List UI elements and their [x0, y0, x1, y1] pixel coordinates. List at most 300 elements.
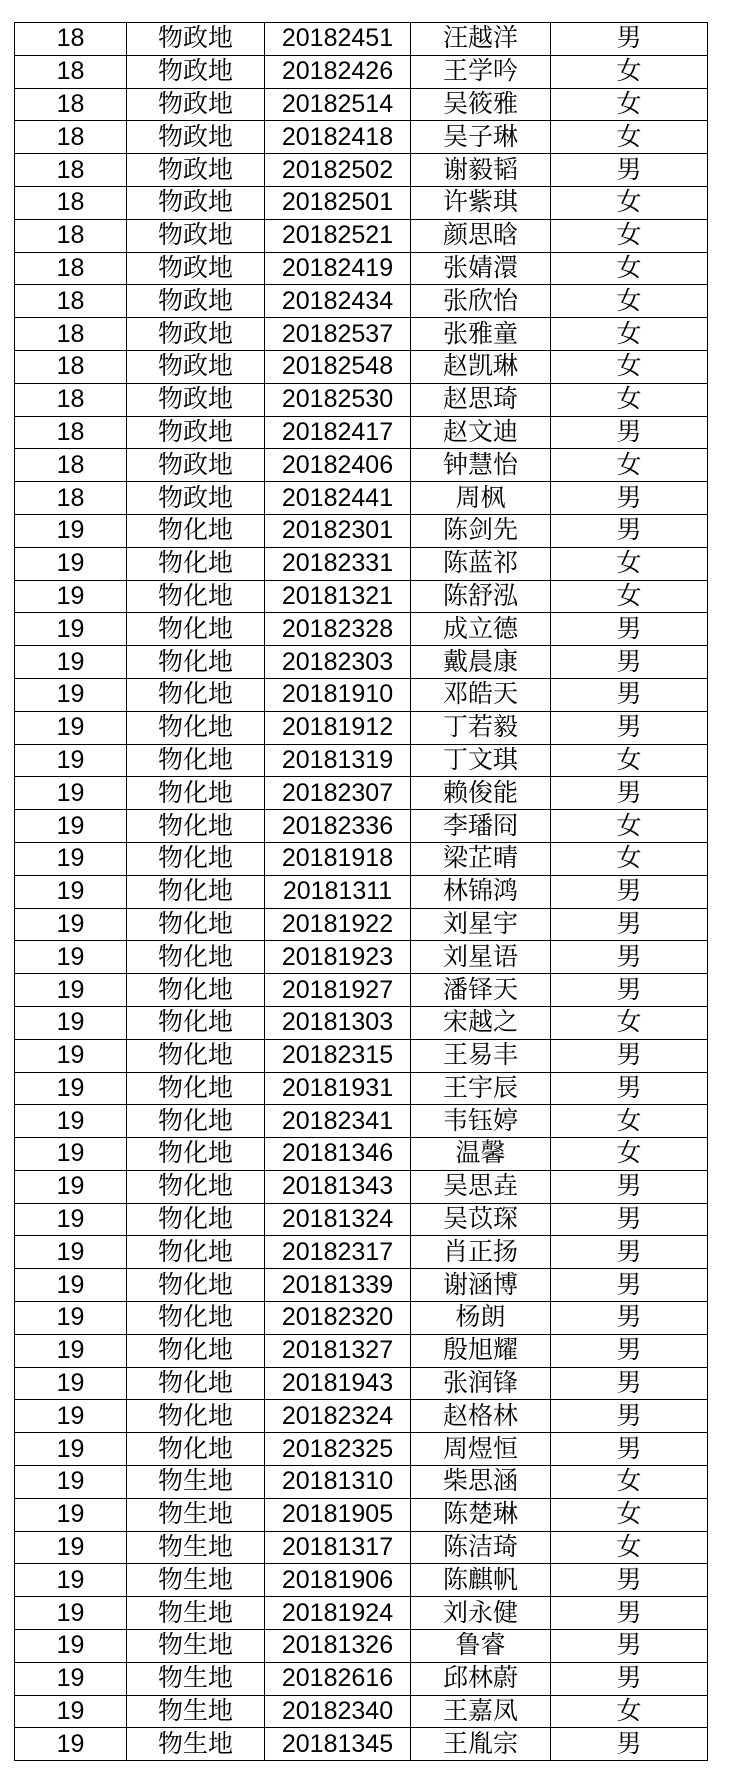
subject-combo-cell: 物化地 — [127, 1334, 265, 1367]
table-row — [15, 1334, 708, 1367]
student-name-cell: 陈楚琳 — [411, 1498, 551, 1531]
gender-cell: 男 — [551, 613, 708, 646]
subject-combo-cell: 物政地 — [127, 219, 265, 252]
student-name-cell: 汪越洋 — [411, 23, 551, 56]
student-name-cell: 李璠冏 — [411, 810, 551, 843]
gender-cell: 男 — [551, 711, 708, 744]
class-number-cell: 19 — [15, 908, 127, 941]
student-id-cell: 20182426 — [265, 55, 411, 88]
gender-cell: 男 — [551, 1564, 708, 1597]
student-id-cell: 20182548 — [265, 350, 411, 383]
gender-cell: 男 — [551, 1597, 708, 1630]
subject-combo-cell: 物政地 — [127, 318, 265, 351]
table-row — [15, 1695, 708, 1728]
subject-combo-cell: 物化地 — [127, 1039, 265, 1072]
student-id-cell: 20181918 — [265, 842, 411, 875]
student-name-cell: 周枫 — [411, 482, 551, 515]
subject-combo-cell: 物生地 — [127, 1695, 265, 1728]
class-number-cell: 19 — [15, 1466, 127, 1499]
student-name-cell: 陈蓝祁 — [411, 547, 551, 580]
student-id-cell: 20182514 — [265, 88, 411, 121]
subject-combo-cell: 物生地 — [127, 1728, 265, 1761]
subject-combo-cell: 物政地 — [127, 383, 265, 416]
student-name-cell: 戴晨康 — [411, 646, 551, 679]
gender-cell: 男 — [551, 1367, 708, 1400]
subject-combo-cell: 物政地 — [127, 350, 265, 383]
table-row — [15, 711, 708, 744]
student-name-cell: 张雅童 — [411, 318, 551, 351]
student-id-cell: 20181303 — [265, 1006, 411, 1039]
subject-combo-cell: 物化地 — [127, 613, 265, 646]
gender-cell: 男 — [551, 1400, 708, 1433]
table-row — [15, 121, 708, 154]
student-name-cell: 谢毅韬 — [411, 154, 551, 187]
student-id-cell: 20181327 — [265, 1334, 411, 1367]
table-row — [15, 547, 708, 580]
student-id-cell: 20181927 — [265, 974, 411, 1007]
student-id-cell: 20181339 — [265, 1269, 411, 1302]
student-name-cell: 吴思垚 — [411, 1170, 551, 1203]
gender-cell: 男 — [551, 154, 708, 187]
student-id-cell: 20181321 — [265, 580, 411, 613]
gender-cell: 女 — [551, 547, 708, 580]
table-row — [15, 1728, 708, 1761]
subject-combo-cell: 物政地 — [127, 449, 265, 482]
subject-combo-cell: 物化地 — [127, 646, 265, 679]
class-number-cell: 18 — [15, 449, 127, 482]
table-row — [15, 1105, 708, 1138]
gender-cell: 女 — [551, 1105, 708, 1138]
student-name-cell: 韦钰婷 — [411, 1105, 551, 1138]
class-number-cell: 18 — [15, 186, 127, 219]
student-name-cell: 王嘉凤 — [411, 1695, 551, 1728]
gender-cell: 女 — [551, 186, 708, 219]
student-id-cell: 20181311 — [265, 875, 411, 908]
gender-cell: 男 — [551, 1039, 708, 1072]
class-number-cell: 19 — [15, 1630, 127, 1663]
class-number-cell: 19 — [15, 810, 127, 843]
student-id-cell: 20181345 — [265, 1728, 411, 1761]
class-number-cell: 19 — [15, 1400, 127, 1433]
student-name-cell: 赵文迪 — [411, 416, 551, 449]
class-number-cell: 19 — [15, 1039, 127, 1072]
gender-cell: 女 — [551, 1006, 708, 1039]
class-number-cell: 19 — [15, 514, 127, 547]
student-name-cell: 温馨 — [411, 1138, 551, 1171]
subject-combo-cell: 物化地 — [127, 1170, 265, 1203]
student-id-cell: 20181319 — [265, 744, 411, 777]
class-number-cell: 19 — [15, 1728, 127, 1761]
gender-cell: 男 — [551, 1433, 708, 1466]
gender-cell: 女 — [551, 350, 708, 383]
student-name-cell: 成立德 — [411, 613, 551, 646]
student-id-cell: 20182307 — [265, 777, 411, 810]
subject-combo-cell: 物化地 — [127, 580, 265, 613]
student-id-cell: 20181910 — [265, 678, 411, 711]
class-number-cell: 18 — [15, 88, 127, 121]
student-name-cell: 王宇辰 — [411, 1072, 551, 1105]
subject-combo-cell: 物化地 — [127, 810, 265, 843]
gender-cell: 女 — [551, 252, 708, 285]
class-number-cell: 19 — [15, 1072, 127, 1105]
subject-combo-cell: 物化地 — [127, 974, 265, 1007]
student-id-cell: 20181346 — [265, 1138, 411, 1171]
gender-cell: 男 — [551, 23, 708, 56]
class-number-cell: 19 — [15, 1433, 127, 1466]
table-row — [15, 1498, 708, 1531]
table-row — [15, 1039, 708, 1072]
student-id-cell: 20182331 — [265, 547, 411, 580]
subject-combo-cell: 物化地 — [127, 1072, 265, 1105]
class-number-cell: 19 — [15, 974, 127, 1007]
class-number-cell: 19 — [15, 711, 127, 744]
table-row — [15, 646, 708, 679]
student-name-cell: 颜思晗 — [411, 219, 551, 252]
class-number-cell: 19 — [15, 678, 127, 711]
subject-combo-cell: 物化地 — [127, 1302, 265, 1335]
student-name-cell: 陈剑先 — [411, 514, 551, 547]
student-name-cell: 刘星语 — [411, 941, 551, 974]
subject-combo-cell: 物化地 — [127, 842, 265, 875]
class-number-cell: 19 — [15, 1170, 127, 1203]
table-row — [15, 1564, 708, 1597]
student-name-cell: 吴子琳 — [411, 121, 551, 154]
student-id-cell: 20182521 — [265, 219, 411, 252]
table-row — [15, 1433, 708, 1466]
table-row — [15, 252, 708, 285]
class-number-cell: 18 — [15, 416, 127, 449]
student-name-cell: 宋越之 — [411, 1006, 551, 1039]
table-row — [15, 1269, 708, 1302]
table-row — [15, 908, 708, 941]
gender-cell: 男 — [551, 908, 708, 941]
class-number-cell: 19 — [15, 1531, 127, 1564]
class-number-cell: 19 — [15, 1564, 127, 1597]
student-id-cell: 20182501 — [265, 186, 411, 219]
student-id-cell: 20181931 — [265, 1072, 411, 1105]
subject-combo-cell: 物生地 — [127, 1597, 265, 1630]
student-id-cell: 20181912 — [265, 711, 411, 744]
student-id-cell: 20182328 — [265, 613, 411, 646]
student-name-cell: 丁若毅 — [411, 711, 551, 744]
student-name-cell: 王胤宗 — [411, 1728, 551, 1761]
class-number-cell: 19 — [15, 777, 127, 810]
student-id-cell: 20182419 — [265, 252, 411, 285]
table-row — [15, 777, 708, 810]
subject-combo-cell: 物生地 — [127, 1466, 265, 1499]
gender-cell: 女 — [551, 318, 708, 351]
gender-cell: 女 — [551, 55, 708, 88]
student-id-cell: 20182315 — [265, 1039, 411, 1072]
student-name-cell: 杨朗 — [411, 1302, 551, 1335]
gender-cell: 女 — [551, 285, 708, 318]
student-id-cell: 20181310 — [265, 1466, 411, 1499]
class-number-cell: 19 — [15, 1302, 127, 1335]
table-row — [15, 1072, 708, 1105]
gender-cell: 女 — [551, 1531, 708, 1564]
gender-cell: 男 — [551, 1302, 708, 1335]
subject-combo-cell: 物生地 — [127, 1564, 265, 1597]
student-id-cell: 20182537 — [265, 318, 411, 351]
gender-cell: 男 — [551, 1203, 708, 1236]
student-id-cell: 20181326 — [265, 1630, 411, 1663]
class-number-cell: 19 — [15, 580, 127, 613]
class-number-cell: 19 — [15, 1006, 127, 1039]
class-number-cell: 18 — [15, 23, 127, 56]
subject-combo-cell: 物化地 — [127, 777, 265, 810]
student-name-cell: 谢涵博 — [411, 1269, 551, 1302]
subject-combo-cell: 物化地 — [127, 678, 265, 711]
student-name-cell: 邓皓天 — [411, 678, 551, 711]
gender-cell: 男 — [551, 1728, 708, 1761]
subject-combo-cell: 物政地 — [127, 23, 265, 56]
student-name-cell: 肖正扬 — [411, 1236, 551, 1269]
subject-combo-cell: 物化地 — [127, 514, 265, 547]
table-row — [15, 219, 708, 252]
student-name-cell: 周煜恒 — [411, 1433, 551, 1466]
class-number-cell: 19 — [15, 547, 127, 580]
table-row — [15, 1630, 708, 1663]
student-id-cell: 20182336 — [265, 810, 411, 843]
table-row — [15, 285, 708, 318]
table-row — [15, 1662, 708, 1695]
gender-cell: 女 — [551, 88, 708, 121]
table-row — [15, 1170, 708, 1203]
table-row — [15, 1006, 708, 1039]
table-row — [15, 88, 708, 121]
gender-cell: 女 — [551, 219, 708, 252]
subject-combo-cell: 物化地 — [127, 1203, 265, 1236]
student-id-cell: 20182451 — [265, 23, 411, 56]
student-id-cell: 20182340 — [265, 1695, 411, 1728]
student-id-cell: 20182341 — [265, 1105, 411, 1138]
gender-cell: 男 — [551, 1334, 708, 1367]
class-number-cell: 19 — [15, 1138, 127, 1171]
student-name-cell: 赖俊能 — [411, 777, 551, 810]
table-row — [15, 514, 708, 547]
table-row — [15, 154, 708, 187]
class-number-cell: 19 — [15, 1367, 127, 1400]
table-row — [15, 23, 708, 56]
student-name-cell: 刘星宇 — [411, 908, 551, 941]
table-row — [15, 1400, 708, 1433]
table-row — [15, 1138, 708, 1171]
student-id-cell: 20182418 — [265, 121, 411, 154]
student-id-cell: 20181922 — [265, 908, 411, 941]
class-number-cell: 19 — [15, 941, 127, 974]
gender-cell: 女 — [551, 449, 708, 482]
student-name-cell: 王学吟 — [411, 55, 551, 88]
student-name-cell: 赵格林 — [411, 1400, 551, 1433]
class-number-cell: 19 — [15, 1203, 127, 1236]
table-row — [15, 1302, 708, 1335]
subject-combo-cell: 物生地 — [127, 1662, 265, 1695]
subject-combo-cell: 物化地 — [127, 1400, 265, 1433]
class-number-cell: 19 — [15, 1498, 127, 1531]
gender-cell: 男 — [551, 1269, 708, 1302]
student-id-cell: 20182303 — [265, 646, 411, 679]
table-row — [15, 974, 708, 1007]
subject-combo-cell: 物化地 — [127, 1236, 265, 1269]
subject-combo-cell: 物化地 — [127, 941, 265, 974]
subject-combo-cell: 物政地 — [127, 416, 265, 449]
student-name-cell: 鲁睿 — [411, 1630, 551, 1663]
student-id-cell: 20181317 — [265, 1531, 411, 1564]
student-id-cell: 20182320 — [265, 1302, 411, 1335]
subject-combo-cell: 物化地 — [127, 744, 265, 777]
subject-combo-cell: 物化地 — [127, 1433, 265, 1466]
class-number-cell: 19 — [15, 744, 127, 777]
student-id-cell: 20182441 — [265, 482, 411, 515]
gender-cell: 女 — [551, 1498, 708, 1531]
subject-combo-cell: 物政地 — [127, 88, 265, 121]
gender-cell: 男 — [551, 777, 708, 810]
subject-combo-cell: 物化地 — [127, 1138, 265, 1171]
subject-combo-cell: 物化地 — [127, 1105, 265, 1138]
student-name-cell: 刘永健 — [411, 1597, 551, 1630]
student-id-cell: 20182417 — [265, 416, 411, 449]
gender-cell: 男 — [551, 1662, 708, 1695]
table-row — [15, 383, 708, 416]
gender-cell: 女 — [551, 744, 708, 777]
class-number-cell: 19 — [15, 1662, 127, 1695]
subject-combo-cell: 物生地 — [127, 1498, 265, 1531]
student-roster-body — [15, 23, 708, 1761]
student-id-cell: 20182502 — [265, 154, 411, 187]
subject-combo-cell: 物化地 — [127, 1006, 265, 1039]
gender-cell: 男 — [551, 875, 708, 908]
table-row — [15, 350, 708, 383]
subject-combo-cell: 物政地 — [127, 482, 265, 515]
subject-combo-cell: 物化地 — [127, 875, 265, 908]
gender-cell: 男 — [551, 974, 708, 1007]
gender-cell: 男 — [551, 646, 708, 679]
gender-cell: 男 — [551, 514, 708, 547]
student-id-cell: 20181905 — [265, 1498, 411, 1531]
student-name-cell: 许紫琪 — [411, 186, 551, 219]
table-row — [15, 744, 708, 777]
student-id-cell: 20182406 — [265, 449, 411, 482]
table-row — [15, 580, 708, 613]
student-name-cell: 张润锋 — [411, 1367, 551, 1400]
table-row — [15, 55, 708, 88]
gender-cell: 女 — [551, 121, 708, 154]
student-name-cell: 邱林蔚 — [411, 1662, 551, 1695]
class-number-cell: 19 — [15, 842, 127, 875]
class-number-cell: 19 — [15, 1269, 127, 1302]
subject-combo-cell: 物化地 — [127, 547, 265, 580]
student-name-cell: 钟慧怡 — [411, 449, 551, 482]
table-row — [15, 613, 708, 646]
subject-combo-cell: 物化地 — [127, 711, 265, 744]
table-row — [15, 482, 708, 515]
gender-cell: 女 — [551, 810, 708, 843]
class-number-cell: 19 — [15, 875, 127, 908]
subject-combo-cell: 物生地 — [127, 1531, 265, 1564]
table-row — [15, 186, 708, 219]
student-name-cell: 赵凯琳 — [411, 350, 551, 383]
class-number-cell: 19 — [15, 1105, 127, 1138]
gender-cell: 男 — [551, 1236, 708, 1269]
table-row — [15, 1466, 708, 1499]
gender-cell: 女 — [551, 580, 708, 613]
student-id-cell: 20181924 — [265, 1597, 411, 1630]
student-name-cell: 丁文琪 — [411, 744, 551, 777]
student-id-cell: 20182616 — [265, 1662, 411, 1695]
gender-cell: 女 — [551, 1466, 708, 1499]
student-id-cell: 20182325 — [265, 1433, 411, 1466]
gender-cell: 男 — [551, 416, 708, 449]
student-name-cell: 殷旭耀 — [411, 1334, 551, 1367]
class-number-cell: 19 — [15, 1597, 127, 1630]
student-name-cell: 吴苡琛 — [411, 1203, 551, 1236]
table-row — [15, 449, 708, 482]
student-id-cell: 20181343 — [265, 1170, 411, 1203]
student-name-cell: 吴筱雅 — [411, 88, 551, 121]
gender-cell: 男 — [551, 1630, 708, 1663]
subject-combo-cell: 物政地 — [127, 154, 265, 187]
class-number-cell: 19 — [15, 613, 127, 646]
table-row — [15, 941, 708, 974]
student-name-cell: 王易丰 — [411, 1039, 551, 1072]
table-row — [15, 318, 708, 351]
class-number-cell: 18 — [15, 55, 127, 88]
class-number-cell: 19 — [15, 1334, 127, 1367]
table-row — [15, 678, 708, 711]
subject-combo-cell: 物政地 — [127, 186, 265, 219]
subject-combo-cell: 物政地 — [127, 55, 265, 88]
gender-cell: 女 — [551, 842, 708, 875]
student-id-cell: 20181943 — [265, 1367, 411, 1400]
gender-cell: 男 — [551, 941, 708, 974]
subject-combo-cell: 物政地 — [127, 285, 265, 318]
class-number-cell: 18 — [15, 121, 127, 154]
class-number-cell: 18 — [15, 252, 127, 285]
student-name-cell: 柴思涵 — [411, 1466, 551, 1499]
student-name-cell: 张欣怡 — [411, 285, 551, 318]
student-id-cell: 20182324 — [265, 1400, 411, 1433]
class-number-cell: 18 — [15, 482, 127, 515]
gender-cell: 女 — [551, 383, 708, 416]
class-number-cell: 18 — [15, 285, 127, 318]
table-row — [15, 1236, 708, 1269]
class-number-cell: 19 — [15, 1236, 127, 1269]
class-number-cell: 18 — [15, 318, 127, 351]
student-id-cell: 20182530 — [265, 383, 411, 416]
subject-combo-cell: 物政地 — [127, 252, 265, 285]
class-number-cell: 18 — [15, 154, 127, 187]
table-row — [15, 416, 708, 449]
gender-cell: 男 — [551, 1170, 708, 1203]
class-number-cell: 18 — [15, 383, 127, 416]
student-name-cell: 梁芷晴 — [411, 842, 551, 875]
gender-cell: 女 — [551, 1695, 708, 1728]
student-name-cell: 陈舒泓 — [411, 580, 551, 613]
student-id-cell: 20182434 — [265, 285, 411, 318]
subject-combo-cell: 物化地 — [127, 1367, 265, 1400]
subject-combo-cell: 物政地 — [127, 121, 265, 154]
table-row — [15, 1203, 708, 1236]
gender-cell: 男 — [551, 678, 708, 711]
class-number-cell: 19 — [15, 1695, 127, 1728]
subject-combo-cell: 物化地 — [127, 908, 265, 941]
student-id-cell: 20181324 — [265, 1203, 411, 1236]
class-number-cell: 18 — [15, 219, 127, 252]
table-row — [15, 1531, 708, 1564]
class-number-cell: 18 — [15, 350, 127, 383]
table-row — [15, 810, 708, 843]
student-id-cell: 20182301 — [265, 514, 411, 547]
